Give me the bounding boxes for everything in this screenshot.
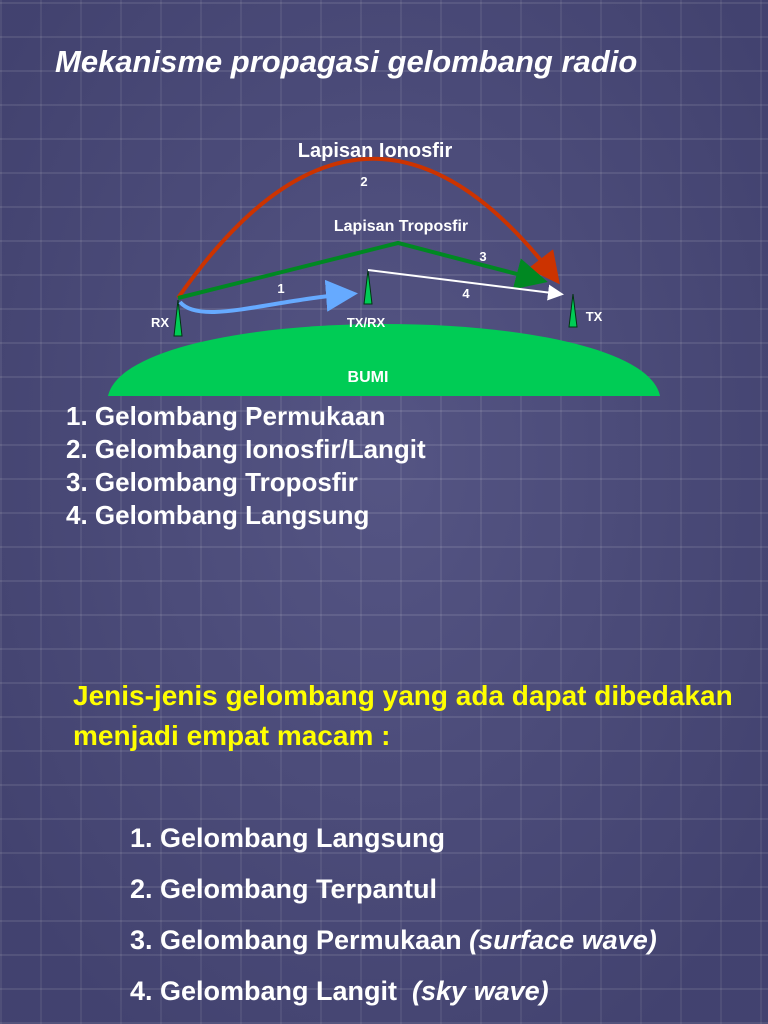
wave-type-item — [130, 920, 657, 971]
path-number-4: 4 — [462, 286, 470, 301]
wave-type-item — [130, 971, 657, 1022]
wave-type-item — [130, 818, 657, 869]
wave-type-text: 3. Gelombang Permukaan — [130, 925, 470, 955]
propagation-diagram — [0, 0, 768, 400]
slide-title: Mekanisme propagasi gelombang radio — [55, 44, 638, 79]
wave-type-text: 2. Gelombang Terpantul — [130, 874, 438, 904]
path-number-2: 2 — [360, 174, 368, 189]
wave-type-note: (sky wave) — [412, 976, 549, 1006]
troposphere-layer-label: Lapisan Troposfir — [333, 218, 469, 235]
txrx-station-label: TX/RX — [346, 315, 386, 330]
wave-type-text: 1. Gelombang Langsung — [130, 823, 446, 853]
path-number-3: 3 — [479, 249, 487, 264]
txrx-antenna — [364, 270, 372, 304]
wave-types-summary: Jenis-jenis gelombang yang ada dapat dibedakan menjadi empat macam : — [73, 680, 733, 751]
tx-antenna — [569, 294, 577, 327]
path-number-1: 1 — [277, 281, 285, 296]
tx-station-label: TX — [585, 309, 603, 324]
wave-list-item: 1. Gelombang Permukaan — [66, 401, 386, 431]
ionosphere-layer-label: Lapisan Ionosfir — [297, 140, 453, 162]
earth-label: BUMI — [347, 369, 389, 386]
wave-types-list — [130, 818, 657, 1022]
rx-station-label: RX — [150, 315, 170, 330]
wave-type-note: (surface wave) — [469, 925, 657, 955]
wave-list-item: 4. Gelombang Langsung — [66, 500, 370, 530]
surface-wave-path — [180, 294, 350, 312]
wave-type-item — [130, 869, 657, 920]
wave-list-item: 3. Gelombang Troposfir — [66, 467, 358, 497]
wave-list-item: 2. Gelombang Ionosfir/Langit — [66, 434, 426, 464]
wave-type-text: 4. Gelombang Langit — [130, 976, 413, 1006]
propagation-wave-list — [66, 400, 426, 532]
